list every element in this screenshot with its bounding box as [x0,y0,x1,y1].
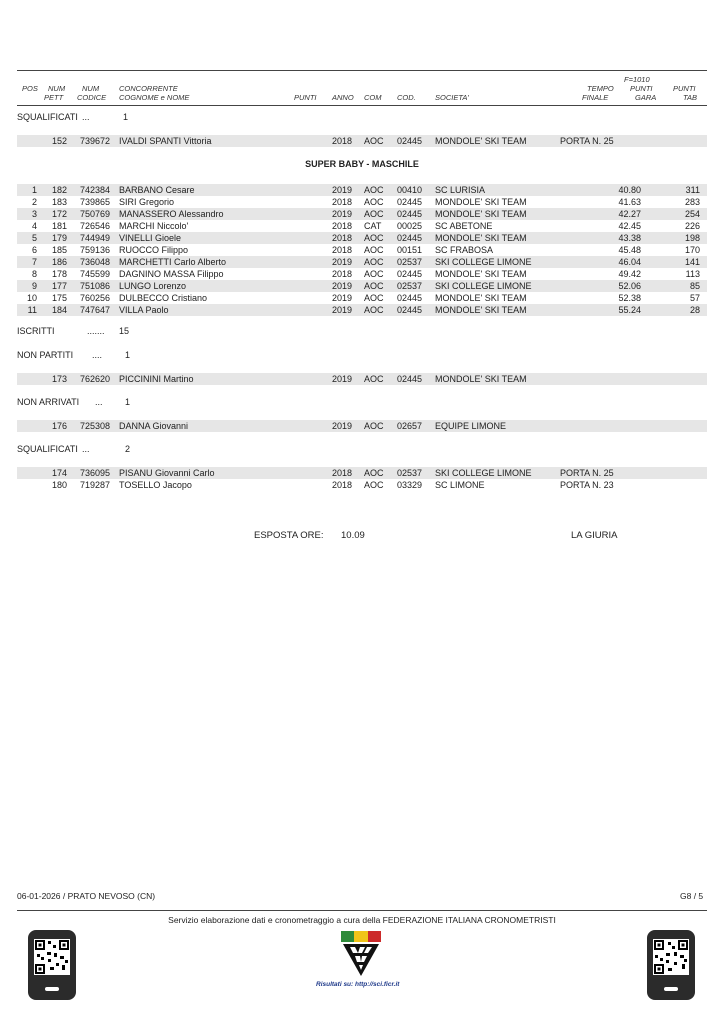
cell-com: AOC [364,257,384,267]
cell-name: VINELLI Gioele [119,233,182,243]
cell-societa: SC LURISIA [435,185,486,195]
esposta-time: 10.09 [341,530,365,541]
table-row [17,304,707,316]
header-punti-gara-1: PUNTI [630,84,653,93]
cell-name: MARCHI Niccolo' [119,221,189,231]
cell-tempo: 40.80 [618,185,641,195]
header-f-value: F=1010 [624,75,650,84]
cell-com: AOC [364,245,384,255]
header-finale: FINALE [582,93,609,102]
iscritti-label: ISCRITTI ....... 15 [17,326,130,336]
header-societa: SOCIETA' [435,93,469,102]
cell-pos: 2 [31,197,37,207]
qr-phone-left-icon [28,930,76,1000]
cell-anno: 2018 [332,245,353,255]
table-row [17,208,707,220]
cell-anno: 2018 [332,233,353,243]
header-num2: NUM [82,84,100,93]
cell-com: AOC [364,197,384,207]
cell-codice: 742384 [79,185,110,195]
cell-tab: 57 [689,293,700,303]
cell-codice: 726546 [79,221,110,231]
cell-com: AOC [364,269,384,279]
cell-pett: 185 [51,245,67,255]
cell-cod: 02445 [397,209,423,219]
cell-codice: 747647 [79,305,110,315]
cell-codice: 750769 [79,209,110,219]
cell-pos: 11 [27,305,37,315]
cell-cod: 02537 [397,257,423,267]
cell-pos: 5 [31,233,37,243]
cell-cod: 02445 [397,233,423,243]
cell-societa: MONDOLE' SKI TEAM [435,233,527,243]
header-punti-gara-2: GARA [635,93,657,102]
cell-codice: 744949 [79,233,110,243]
cell-societa: MONDOLE' SKI TEAM [435,305,527,315]
cell-anno: 2018 [332,197,353,207]
cell-tab: 198 [684,233,700,243]
cell-pos: 10 [26,293,37,303]
footer-date-place: 06-01-2026 / PRATO NEVOSO (CN) [17,891,156,901]
cell-cod: 02445 [397,305,423,315]
header-anno: ANNO [332,93,354,102]
cell-com: AOC [364,233,384,243]
cell-societa: SKI COLLEGE LIMONE [435,257,532,267]
cell-anno: 2019 [332,293,353,303]
footer-service: Servizio elaborazione dati e cronometraggio a cura della FEDERAZIONE ITALIANA CRONOMETRISTI [168,915,556,925]
cell-tempo: 42.27 [618,209,641,219]
cell-anno: 2019 [332,185,353,195]
cell-com: AOC [364,293,384,303]
cell-pett: 182 [51,185,67,195]
cell-pos: 1 [31,185,37,195]
cell-societa: SC FRABOSA [435,245,494,255]
cell-tempo: 45.48 [618,245,641,255]
header-punti-tab-1: PUNTI [673,84,696,93]
cell-pos: 3 [31,209,37,219]
table-row: 174 736095 PISANU Giovanni Carlo 2018 AOC 02537 SKI COLLEGE LIMONE PORTA N. 25 [17,467,707,479]
cell-com: AOC [364,281,384,291]
cell-tab: 28 [689,305,700,315]
header-punti-tab-2: TAB [683,93,698,102]
cell-codice: 736048 [79,257,110,267]
qr-phone-right-icon [647,930,695,1000]
header-tempo: TEMPO [587,84,614,93]
footer-page: G8 / 5 [680,891,704,901]
top-rule [17,70,707,71]
table-row: 152 739672 IVALDI SPANTI Vittoria 2018 AOC 02445 MONDOLE' SKI TEAM PORTA N. 25 [17,135,707,147]
cell-pett: 179 [51,233,67,243]
table-row [17,280,707,292]
cell-cod: 00151 [397,245,423,255]
cell-societa: MONDOLE' SKI TEAM [435,293,527,303]
table-row [17,268,707,280]
cell-pett: 186 [51,257,67,267]
cell-tab: 254 [684,209,700,219]
cell-cod: 02445 [397,293,423,303]
cell-pos: 4 [31,221,37,231]
cell-anno: 2018 [332,221,353,231]
cell-tab: 85 [689,281,700,291]
table-row: 176 725308 DANNA Giovanni 2019 AOC 02657 EQUIPE LIMONE [17,420,707,432]
header-cognome-nome: COGNOME e NOME [119,93,190,102]
cell-societa: MONDOLE' SKI TEAM [435,269,527,279]
esposta-label: ESPOSTA ORE: [254,530,324,541]
cell-anno: 2019 [332,281,353,291]
header-pos: POS [22,84,38,93]
table-row [17,292,707,304]
cell-name: SIRI Gregorio [119,197,175,207]
cell-codice: 745599 [79,269,110,279]
cell-com: AOC [364,209,384,219]
cell-tab: 311 [685,185,700,195]
table-row [17,256,707,268]
squalificati-prev-label: SQUALIFICATI ... 1 [17,112,129,122]
table-row: 180 719287 TOSELLO Jacopo 2018 AOC 03329 SC LIMONE PORTA N. 23 [51,480,614,490]
cell-tempo: 55.24 [618,305,641,315]
header-codice: CODICE [77,93,107,102]
header-pett: PETT [44,93,64,102]
header-concorrente: CONCORRENTE [119,84,178,93]
cell-com: AOC [364,185,384,195]
cell-cod: 00025 [397,221,423,231]
cell-tab: 141 [684,257,700,267]
cell-com: CAT [364,221,382,231]
qr-code-icon [34,939,70,975]
non-partiti-label: NON PARTITI .... 1 [17,350,131,360]
cell-societa: MONDOLE' SKI TEAM [435,197,527,207]
cell-cod: 02537 [397,281,423,291]
cell-codice: 739865 [79,197,110,207]
cell-tempo: 52.38 [618,293,641,303]
cell-name: MARCHETTI Carlo Alberto [119,257,227,267]
cell-name: RUOCCO Filippo [119,245,189,255]
table-row [17,184,707,196]
cell-pett: 178 [51,269,67,279]
cell-cod: 02445 [397,269,423,279]
cell-pos: 6 [31,245,37,255]
cell-societa: SKI COLLEGE LIMONE [435,281,532,291]
cell-tempo: 46.04 [618,257,641,267]
cell-tempo: 42.45 [618,221,641,231]
cell-pett: 184 [51,305,67,315]
header-cod: COD. [397,93,416,102]
cell-cod: 02445 [397,197,423,207]
header-num1: NUM [48,84,66,93]
non-arrivati-label: NON ARRIVATI ... 1 [17,397,131,407]
header-rule [17,105,707,106]
header-punti: PUNTI [294,93,317,102]
cell-tempo: 49.42 [618,269,641,279]
cell-tempo: 41.63 [618,197,641,207]
cell-pos: 7 [31,257,37,267]
cell-tab: 283 [684,197,700,207]
cell-name: BARBANO Cesare [119,185,195,195]
qr-code-icon [653,939,689,975]
cell-pett: 172 [51,209,67,219]
cell-societa: MONDOLE' SKI TEAM [435,209,527,219]
header-com: COM [364,93,382,102]
cell-anno: 2019 [332,305,353,315]
cell-pett: 181 [51,221,67,231]
cell-tab: 226 [684,221,700,231]
table-row [17,220,707,232]
table-row: 173 762620 PICCININI Martino 2019 AOC 02445 MONDOLE' SKI TEAM [17,373,707,385]
squalificati-label: SQUALIFICATI ... 2 [17,444,131,454]
cell-name: VILLA Paolo [119,305,169,315]
table-row [17,244,707,256]
cell-name: DAGNINO MASSA Filippo [119,269,224,279]
cell-societa: SC ABETONE [435,221,493,231]
cell-codice: 760256 [79,293,110,303]
cell-name: MANASSERO Alessandro [119,209,224,219]
footer-rule [17,910,707,911]
cell-pett: 183 [51,197,67,207]
cell-tab: 113 [685,269,700,279]
cell-codice: 751086 [79,281,110,291]
cell-pett: 177 [51,281,67,291]
cell-anno: 2019 [332,257,353,267]
table-row [17,232,707,244]
cell-name: DULBECCO Cristiano [119,293,208,303]
giuria-label: LA GIURIA [571,530,618,541]
table-row [17,196,707,208]
cell-tab: 170 [684,245,700,255]
cell-codice: 759136 [79,245,110,255]
cell-pos: 8 [31,269,37,279]
cell-cod: 00410 [397,185,423,195]
cell-tempo: 52.06 [618,281,641,291]
cell-tempo: 43.38 [618,233,641,243]
category-title: SUPER BABY - MASCHILE [305,159,419,169]
cell-com: AOC [364,305,384,315]
cell-pos: 9 [31,281,37,291]
cell-pett: 175 [51,293,67,303]
cell-anno: 2018 [332,269,353,279]
cell-anno: 2019 [332,209,353,219]
cell-name: LUNGO Lorenzo [119,281,187,291]
ficr-logo-icon [338,928,384,980]
footer-results-link: Risultati su: http://sci.ficr.it [316,981,400,988]
